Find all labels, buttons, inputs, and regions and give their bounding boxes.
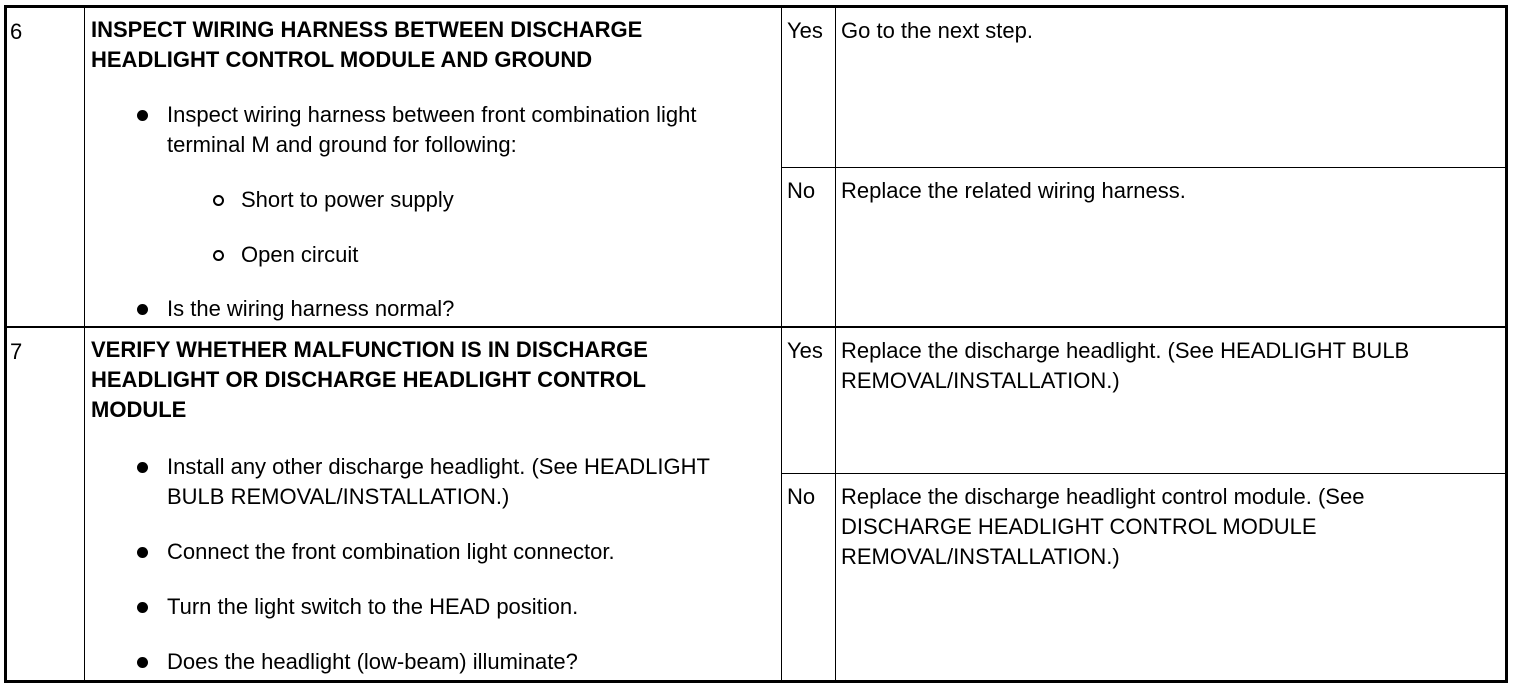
bullet-dot-icon <box>137 462 148 473</box>
step-instructions-cell <box>85 328 782 680</box>
bullet-dot-icon <box>137 602 148 613</box>
yes-label: Yes <box>787 18 823 43</box>
step-row-7 <box>7 328 1505 680</box>
troubleshooting-table <box>4 5 1508 683</box>
no-action: Replace the discharge headlight control module. (See DISCHARGE HEADLIGHT CONTROL MODULE REMOVAL/INSTALLATION.) <box>841 484 1365 569</box>
action-cell <box>836 8 1505 326</box>
no-action-block <box>836 168 1505 326</box>
yes-label: Yes <box>787 338 823 363</box>
bullet-circle-icon <box>213 195 224 206</box>
yes-action: Replace the discharge headlight. (See HEADLIGHT BULB REMOVAL/INSTALLATION.) <box>841 338 1410 393</box>
step-instructions-cell <box>85 8 782 326</box>
bullet-text: Does the headlight (low-beam) illuminate? <box>167 649 578 674</box>
bullet-circle-icon <box>213 250 224 261</box>
step-number-cell <box>7 328 85 680</box>
no-action: Replace the related wiring harness. <box>841 178 1186 203</box>
bullet-text: Install any other discharge headlight. (See HEADLIGHT BULB REMOVAL/INSTALLATION.) <box>167 454 710 509</box>
step-number: 6 <box>10 19 23 44</box>
bullet-text: Connect the front combination light connector. <box>167 539 615 564</box>
sub-bullet-item <box>241 185 721 215</box>
bullet-text: Inspect wiring harness between front combination light terminal M and ground for following: <box>167 102 697 157</box>
step-title: INSPECT WIRING HARNESS BETWEEN DISCHARGE HEADLIGHT CONTROL MODULE AND GROUND <box>91 17 643 72</box>
yes-action-block <box>836 328 1505 474</box>
action-cell <box>836 328 1505 680</box>
no-answer-block <box>782 168 835 326</box>
step-title: VERIFY WHETHER MALFUNCTION IS IN DISCHARGE HEADLIGHT OR DISCHARGE HEADLIGHT CONTROL MODULE <box>91 337 648 422</box>
sub-bullet-text: Short to power supply <box>241 187 454 212</box>
bullet-item <box>167 647 747 677</box>
bullet-item <box>167 452 727 512</box>
yes-answer-block <box>782 8 835 168</box>
answer-cell <box>782 8 836 326</box>
sub-bullet-text: Open circuit <box>241 242 359 267</box>
bullet-dot-icon <box>137 110 148 121</box>
bullet-text: Turn the light switch to the HEAD position. <box>167 594 579 619</box>
bullet-item <box>167 592 747 622</box>
yes-answer-block <box>782 328 835 474</box>
bullet-text: Is the wiring harness normal? <box>167 296 455 321</box>
bullet-item <box>167 294 747 324</box>
step-number-cell <box>7 8 85 326</box>
sub-bullet-item <box>241 240 721 270</box>
no-answer-block <box>782 474 835 680</box>
answer-cell <box>782 328 836 680</box>
bullet-dot-icon <box>137 547 148 558</box>
bullet-item <box>167 537 747 567</box>
step-row-6 <box>7 8 1505 328</box>
no-label: No <box>787 484 816 509</box>
yes-action-block <box>836 8 1505 168</box>
yes-action: Go to the next step. <box>841 18 1034 43</box>
bullet-item <box>167 100 747 160</box>
bullet-dot-icon <box>137 304 148 315</box>
step-number: 7 <box>10 339 23 364</box>
bullet-dot-icon <box>137 657 148 668</box>
no-label: No <box>787 178 816 203</box>
no-action-block <box>836 474 1505 680</box>
